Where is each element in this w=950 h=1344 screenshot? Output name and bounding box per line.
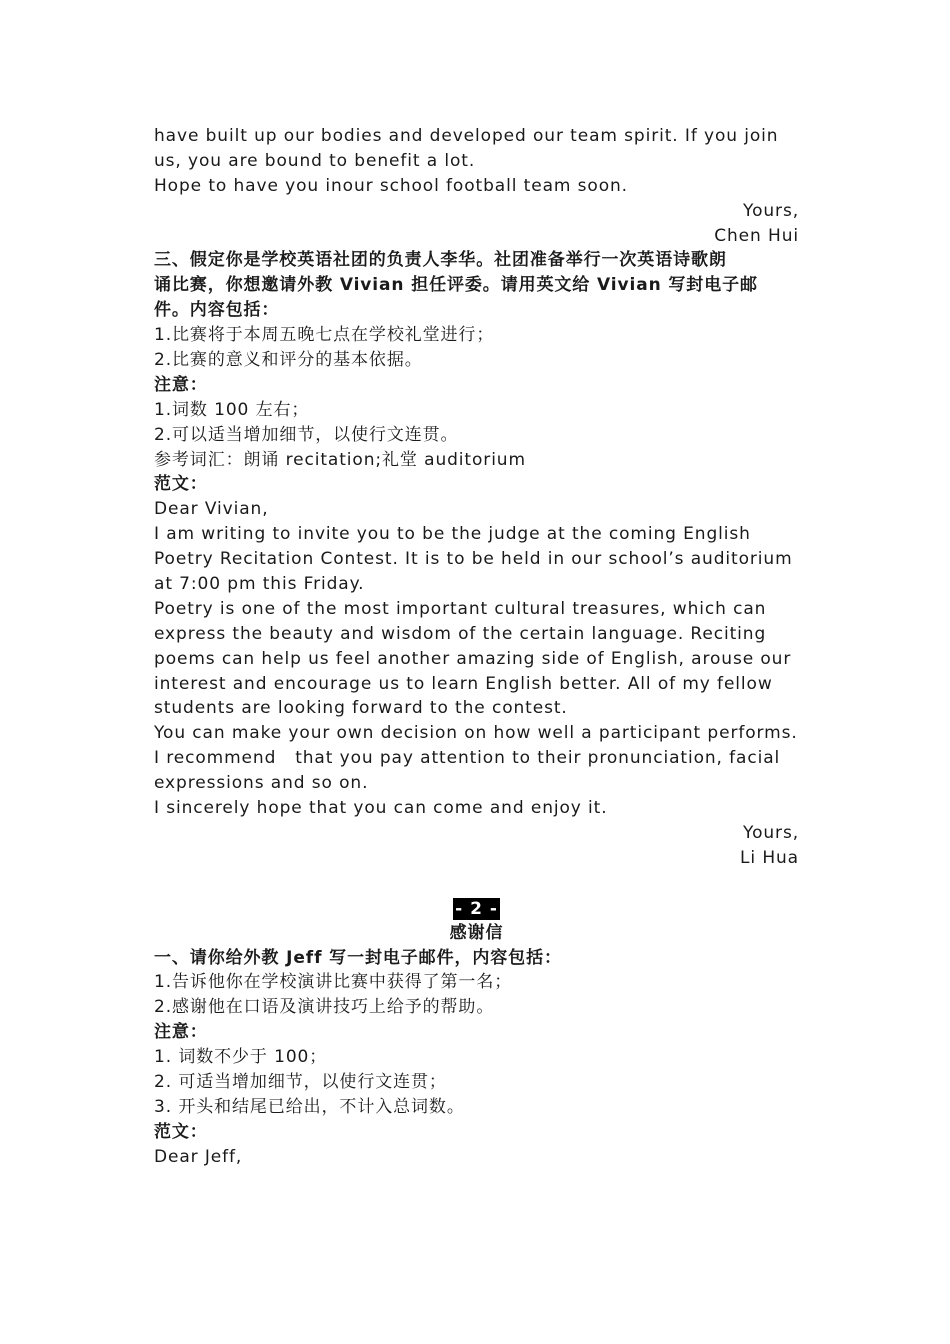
task-heading: 诵比赛，你想邀请外教 Vivian 担任评委。请用英文给 Vivian 写封电子邮 <box>154 275 758 296</box>
vocab-reference: 参考词汇：朗诵 recitation;礼堂 auditorium <box>154 449 526 470</box>
letter-line: interest and encourage us to learn English better. All of my fellow <box>154 673 773 694</box>
note-item: 1. 词数不少于 100； <box>154 1047 328 1068</box>
note-item: 1.词数 100 左右； <box>154 399 310 420</box>
letter-line: at 7:00 pm this Friday. <box>154 574 365 595</box>
letter-line: You can make your own decision on how well a participant performs. <box>154 723 798 744</box>
content-item: 1.告诉他你在学校演讲比赛中获得了第一名； <box>154 972 513 993</box>
page-number-row <box>154 896 799 921</box>
letter-closing: Yours, <box>743 822 799 843</box>
letter-signature: Chen Hui <box>714 225 799 246</box>
letter-line: us, you are bound to benefit a lot. <box>154 150 476 171</box>
note-label: 注意： <box>154 374 208 395</box>
content-item: 2.比赛的意义和评分的基本依据。 <box>154 350 423 371</box>
document-page <box>154 124 799 1170</box>
content-item: 1.比赛将于本周五晚七点在学校礼堂进行； <box>154 325 495 346</box>
spacer <box>154 871 799 896</box>
task-heading: 三、假定你是学校英语社团的负责人李华。社团准备举行一次英语诗歌朗 <box>154 250 727 271</box>
letter-line: expressions and so on. <box>154 773 369 794</box>
letter-line: have built up our bodies and developed our team spirit. If you join <box>154 126 779 146</box>
letter-line: poems can help us feel another amazing side of English, arouse our <box>154 648 792 669</box>
note-label: 注意： <box>154 1022 208 1043</box>
letter-line: I recommend that you pay attention to their pronunciation, facial <box>154 748 781 769</box>
note-item: 2.可以适当增加细节，以使行文连贯。 <box>154 424 459 445</box>
note-item: 3. 开头和结尾已给出，不计入总词数。 <box>154 1096 465 1117</box>
letter-line: Poetry is one of the most important cultural treasures, which can <box>154 598 767 619</box>
letter-line: I sincerely hope that you can come and enjoy it. <box>154 798 608 819</box>
note-item: 2. 可适当增加细节，以使行文连贯； <box>154 1071 447 1092</box>
letter-closing: Yours, <box>743 200 799 221</box>
sample-label: 范文： <box>154 1121 208 1142</box>
letter-line: students are looking forward to the contest. <box>154 698 568 719</box>
page-number: - 2 - <box>455 898 498 919</box>
letter-line: I am writing to invite you to be the judge at the coming English <box>154 524 751 545</box>
content-item: 2.感谢他在口语及演讲技巧上给予的帮助。 <box>154 997 495 1018</box>
task-heading: 一、请你给外教 Jeff 写一封电子邮件，内容包括： <box>154 947 562 968</box>
task-heading: 件。内容包括： <box>154 300 280 321</box>
letter-salutation: Dear Vivian, <box>154 499 269 520</box>
sample-label: 范文： <box>154 474 208 495</box>
letter-salutation: Dear Jeff, <box>154 1146 243 1167</box>
section-title: 感谢信 <box>449 922 504 943</box>
letter-line: express the beauty and wisdom of the certain language. Reciting <box>154 623 767 644</box>
letter-signature: Li Hua <box>740 847 799 868</box>
letter-line: Hope to have you inour school football team soon. <box>154 175 628 196</box>
letter-line: Poetry Recitation Contest. It is to be held in our school’s auditorium <box>154 549 793 570</box>
